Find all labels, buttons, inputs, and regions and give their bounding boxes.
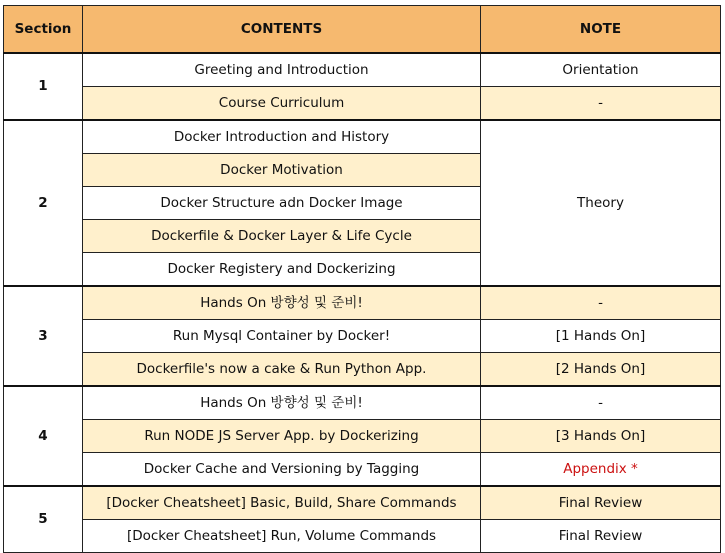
header-contents: CONTENTS [83,6,481,54]
note-cell: [3 Hands On] [481,420,721,453]
content-cell: Greeting and Introduction [83,53,481,87]
content-cell: Docker Registery and Dockerizing [83,253,481,287]
header-note: NOTE [481,6,721,54]
table-row [4,453,721,487]
note-cell: [1 Hands On] [481,320,721,353]
content-cell: Hands On 방향성 및 준비! [83,286,481,320]
content-cell: Docker Motivation [83,154,481,187]
note-cell: - [481,87,721,121]
table-row [4,353,721,387]
table-row [4,420,721,453]
table-row [4,53,721,87]
table-row [4,286,721,320]
note-cell: Orientation [481,53,721,87]
section-number: 3 [4,286,83,386]
content-cell: Run NODE JS Server App. by Dockerizing [83,420,481,453]
note-cell: Final Review [481,520,721,553]
note-cell: - [481,286,721,320]
section-number: 5 [4,486,83,553]
content-cell: Docker Cache and Versioning by Tagging [83,453,481,487]
content-cell: Course Curriculum [83,87,481,121]
section-number: 2 [4,120,83,286]
content-cell: Run Mysql Container by Docker! [83,320,481,353]
content-cell: Docker Structure adn Docker Image [83,187,481,220]
header-section: Section [4,6,83,54]
note-cell: Final Review [481,486,721,520]
curriculum-table [3,5,721,553]
section-number: 4 [4,386,83,486]
note-cell: [2 Hands On] [481,353,721,387]
table-row [4,120,721,154]
note-cell: Theory [481,120,721,286]
table-row [4,386,721,420]
content-cell: Docker Introduction and History [83,120,481,154]
table-row [4,320,721,353]
content-cell: [Docker Cheatsheet] Run, Volume Commands [83,520,481,553]
note-cell: - [481,386,721,420]
table-row [4,486,721,520]
content-cell: Dockerfile & Docker Layer & Life Cycle [83,220,481,253]
content-cell: Dockerfile's now a cake & Run Python App. [83,353,481,387]
content-cell: Hands On 방향성 및 준비! [83,386,481,420]
content-cell: [Docker Cheatsheet] Basic, Build, Share Commands [83,486,481,520]
appendix-note: Appendix * [481,453,721,487]
table-row [4,87,721,121]
section-number: 1 [4,53,83,120]
table-row [4,520,721,553]
header-row [4,6,721,54]
